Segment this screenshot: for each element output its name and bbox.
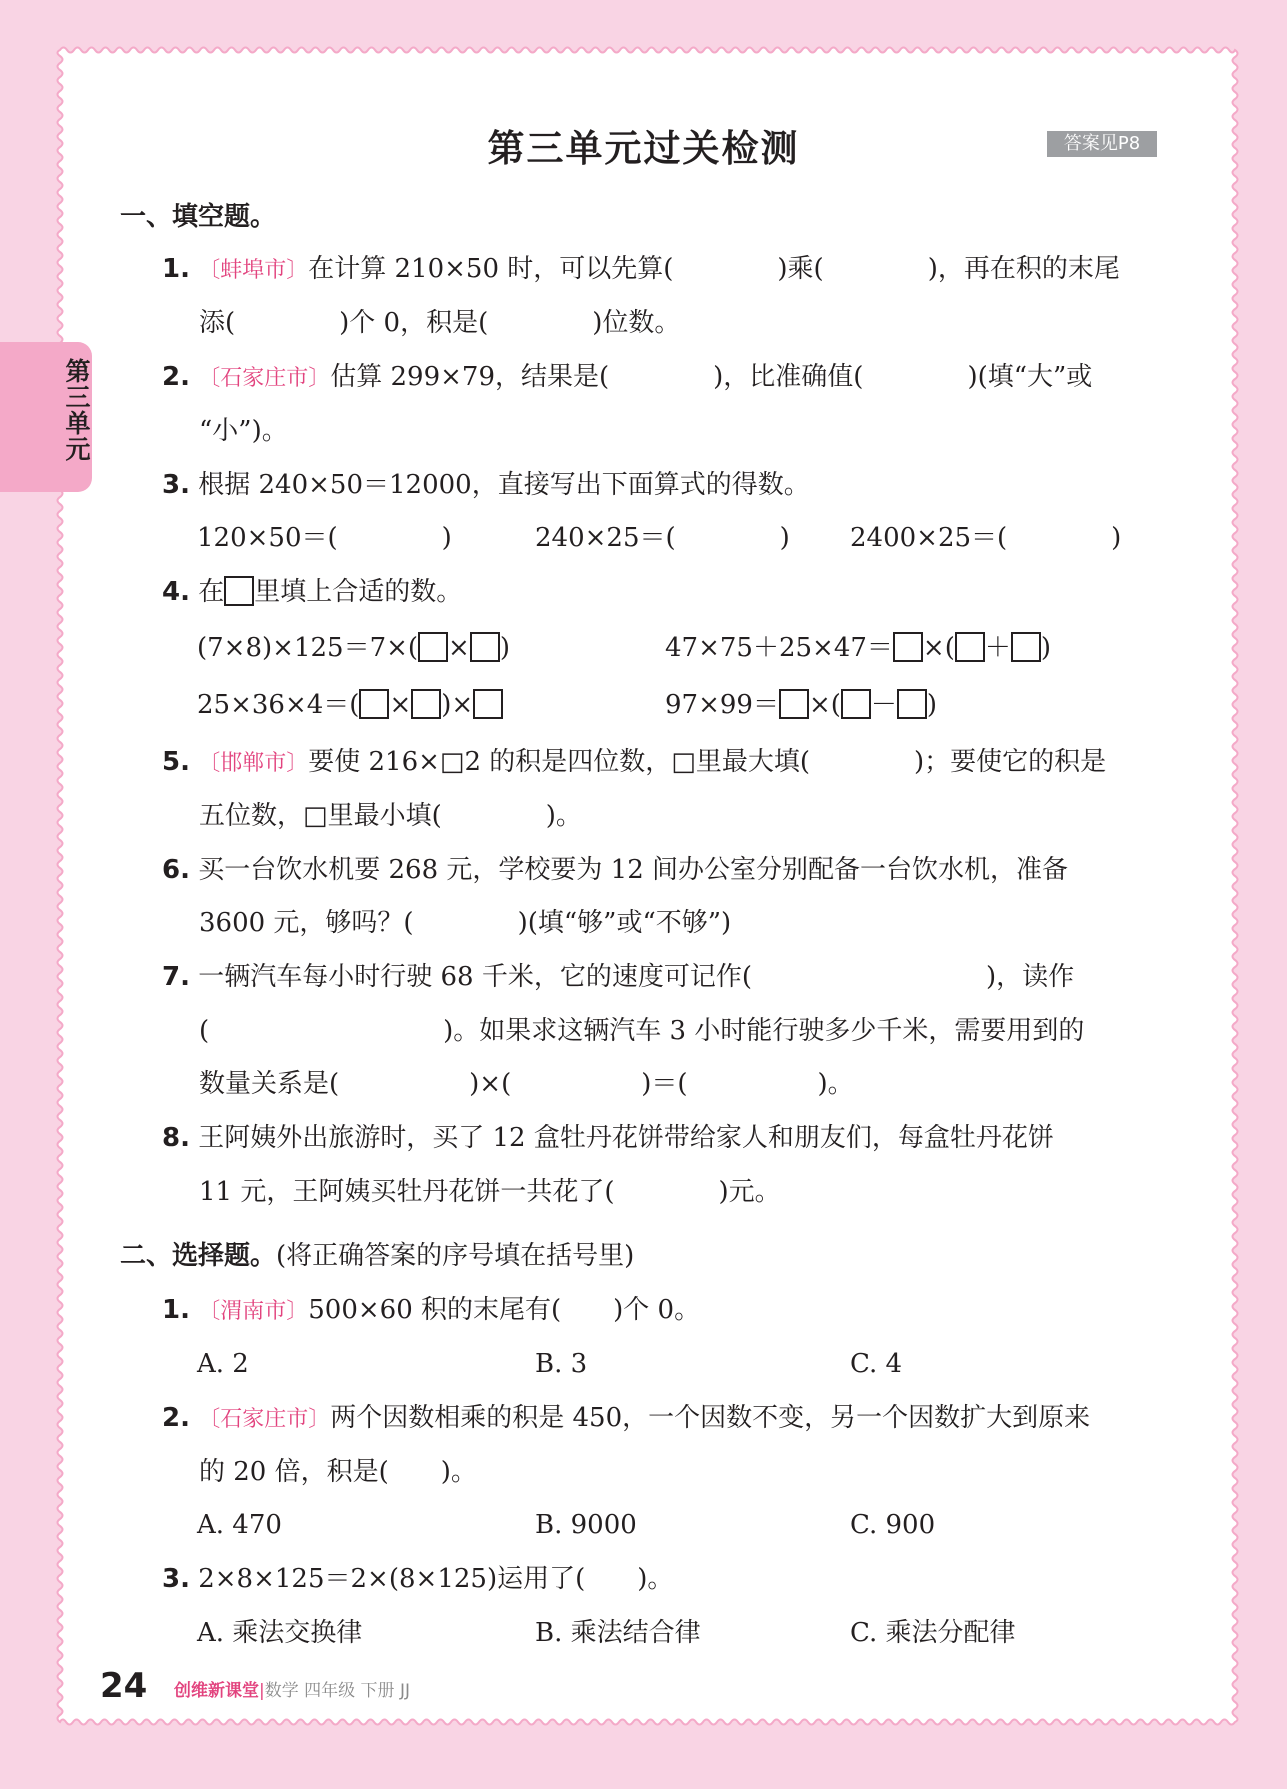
question-2-3-option-a[interactable]: A. 乘法交换律 xyxy=(197,1618,363,1648)
question-1-3-line-1: 3. 根据 240×50＝12000，直接写出下面算式的得数。 xyxy=(162,470,810,500)
question-2-1-line-1: 1. 〔渭南市〕500×60 积的末尾有( )个 0。 xyxy=(162,1295,701,1325)
answer-box[interactable] xyxy=(418,632,448,662)
section-1-heading: 一、填空题。 xyxy=(120,202,277,232)
question-2-3-line-1: 3. 2×8×125＝2×(8×125)运用了( )。 xyxy=(162,1564,674,1594)
question-2-1-option-b[interactable]: B. 3 xyxy=(535,1349,588,1379)
question-1-5-line-1: 5. 〔邯郸市〕要使 216×□2 的积是四位数，□里最大填( )；要使它的积是 xyxy=(162,747,1107,777)
question-1-8-line-2: 11 元，王阿姨买牡丹花饼一共花了( )元。 xyxy=(199,1177,781,1207)
page-title: 第三单元过关检测 xyxy=(487,127,800,170)
question-2-2-line-2: 的 20 倍，积是( )。 xyxy=(199,1457,477,1487)
answer-box[interactable] xyxy=(897,689,927,719)
question-2-1-option-c[interactable]: C. 4 xyxy=(850,1349,903,1379)
page-number: 24 xyxy=(100,1666,148,1706)
section-2-heading: 二、选择题。(将正确答案的序号填在括号里) xyxy=(120,1241,635,1271)
question-2-1-option-a[interactable]: A. 2 xyxy=(197,1349,249,1379)
region-tag: 〔石家庄市〕 xyxy=(198,366,331,391)
answer-box[interactable] xyxy=(224,576,254,606)
question-1-7-line-1: 7. 一辆汽车每小时行驶 68 千米，它的速度可记作( )，读作 xyxy=(162,962,1075,992)
question-1-3-expr-c: 2400×25＝( ) xyxy=(850,523,1122,553)
side-tab-label: 第三单元 xyxy=(62,358,91,462)
question-2-2-option-b[interactable]: B. 9000 xyxy=(535,1510,637,1540)
question-1-6-line-1: 6. 买一台饮水机要 268 元，学校要为 12 间办公室分别配备一台饮水机，准备 xyxy=(162,855,1069,885)
question-1-3-expr-a: 120×50＝( ) xyxy=(197,523,452,553)
question-1-7-line-3: 数量关系是( )×( )＝( )。 xyxy=(199,1069,854,1099)
question-2-3-option-c[interactable]: C. 乘法分配律 xyxy=(850,1618,1016,1648)
answer-box[interactable] xyxy=(779,689,809,719)
question-1-4-expr-4: 97×99＝ ×( － ) xyxy=(665,690,938,720)
answer-box[interactable] xyxy=(411,689,441,719)
question-1-7-line-2: ( )。如果求这辆汽车 3 小时能行驶多少千米，需要用到的 xyxy=(199,1016,1085,1046)
question-2-2-line-1: 2. 〔石家庄市〕两个因数相乘的积是 450，一个因数不变，另一个因数扩大到原来 xyxy=(162,1403,1091,1433)
answer-box[interactable] xyxy=(473,689,503,719)
answer-box[interactable] xyxy=(1011,632,1041,662)
question-1-2-line-1: 2. 〔石家庄市〕估算 299×79，结果是( )，比准确值( )(填“大”或 xyxy=(162,362,1093,392)
brand-name: 创维新课堂 xyxy=(174,1681,259,1701)
region-tag: 〔邯郸市〕 xyxy=(198,751,309,776)
answer-box[interactable] xyxy=(470,632,500,662)
question-1-2-line-2: “小”)。 xyxy=(199,416,288,446)
question-1-1-line-2: 添( )个 0，积是( )位数。 xyxy=(199,308,681,338)
question-1-6-line-2: 3600 元，够吗？( )(填“够”或“不够”) xyxy=(199,908,732,938)
question-1-5-line-2: 五位数，□里最小填( )。 xyxy=(199,801,582,831)
answer-reference-badge: 答案见P8 xyxy=(1047,131,1157,157)
region-tag: 〔渭南市〕 xyxy=(198,1299,309,1324)
answer-box[interactable] xyxy=(893,632,923,662)
question-1-4-expr-3: 25×36×4＝( × )× xyxy=(197,688,503,722)
question-2-2-option-a[interactable]: A. 470 xyxy=(197,1510,282,1540)
footer-info: 创维新课堂|数学 四年级 下册 JJ xyxy=(174,1681,410,1701)
question-2-2-option-c[interactable]: C. 900 xyxy=(850,1510,936,1540)
question-1-4-expr-1: (7×8)×125＝7×( × ) xyxy=(197,633,510,663)
answer-box[interactable] xyxy=(841,689,871,719)
answer-box[interactable] xyxy=(359,689,389,719)
region-tag: 〔蚌埠市〕 xyxy=(198,258,309,283)
answer-box[interactable] xyxy=(955,632,985,662)
question-1-4-line-1: 4. 在 里填上合适的数。 xyxy=(162,577,463,607)
question-1-1-line-1: 1. 〔蚌埠市〕在计算 210×50 时，可以先算( )乘( )，再在积的末尾 xyxy=(162,254,1120,284)
question-1-3-expr-b: 240×25＝( ) xyxy=(535,523,790,553)
question-1-4-expr-2: 47×75＋25×47＝ ×( ＋ ) xyxy=(665,633,1052,663)
question-2-3-option-b[interactable]: B. 乘法结合律 xyxy=(535,1618,701,1648)
question-1-8-line-1: 8. 王阿姨外出旅游时，买了 12 盒牡丹花饼带给家人和朋友们，每盒牡丹花饼 xyxy=(162,1123,1054,1153)
region-tag: 〔石家庄市〕 xyxy=(198,1407,331,1432)
